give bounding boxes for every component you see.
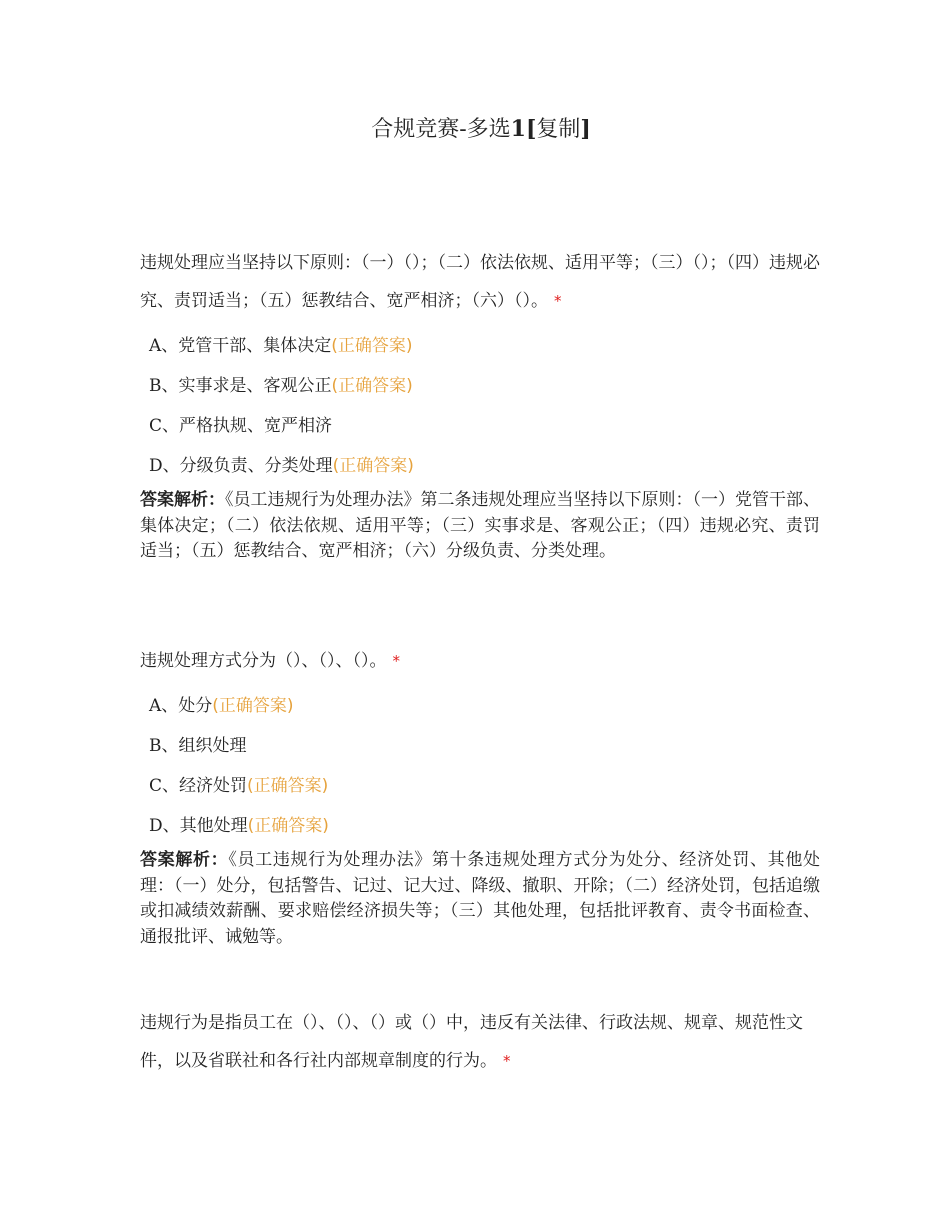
required-star: * bbox=[503, 1052, 511, 1070]
analysis-label: 答案解析： bbox=[140, 490, 225, 510]
option-letter: C、 bbox=[149, 776, 180, 796]
option-b[interactable] bbox=[140, 726, 820, 766]
question-text-content: 违规行为是指员工在（）、（）、（）或（）中，违反有关法律、行政法规、规章、规范性文件，以及省联社和各行社内部规章制度的行为。 bbox=[140, 1013, 803, 1071]
required-star: * bbox=[392, 652, 400, 670]
question-text bbox=[140, 642, 820, 680]
option-letter: A、 bbox=[149, 696, 179, 716]
option-a[interactable] bbox=[140, 686, 820, 726]
option-d[interactable] bbox=[140, 446, 820, 486]
option-letter: A、 bbox=[149, 336, 179, 356]
correct-answer-tag: (正确答案) bbox=[247, 776, 329, 796]
required-star: * bbox=[554, 292, 562, 310]
correct-answer-tag: (正确答案) bbox=[332, 456, 414, 476]
option-text: 严格执规、宽严相济 bbox=[179, 416, 333, 436]
option-letter: B、 bbox=[149, 736, 179, 756]
option-letter: C、 bbox=[149, 416, 180, 436]
question-1 bbox=[140, 244, 820, 565]
option-text: 分级负责、分类处理 bbox=[179, 456, 333, 476]
question-3 bbox=[140, 1004, 820, 1080]
option-text: 其他处理 bbox=[179, 816, 248, 836]
option-text: 处分 bbox=[178, 696, 213, 716]
option-c[interactable] bbox=[140, 766, 820, 806]
option-letter: D、 bbox=[149, 456, 180, 476]
option-text: 党管干部、集体决定 bbox=[178, 336, 332, 356]
option-letter: B、 bbox=[149, 376, 179, 396]
correct-answer-tag: (正确答案) bbox=[331, 376, 413, 396]
question-2 bbox=[140, 642, 820, 950]
title-number: 1[ bbox=[510, 116, 537, 142]
title-prefix: 合规竞赛-多选 bbox=[371, 117, 511, 142]
option-d[interactable] bbox=[140, 806, 820, 846]
correct-answer-tag: (正确答案) bbox=[331, 336, 413, 356]
title-copy-label: 复制 bbox=[536, 117, 581, 142]
analysis-text: 《员工违规行为处理办法》第二条违规处理应当坚持以下原则：（一）党管干部、集体决定；（二）依法依规、适用平等；（三）实事求是、客观公正；（四）违规必究、责罚适当；（五）惩教结合、宽严相济；（六）分级负责、分类处理。 bbox=[140, 490, 820, 561]
option-list bbox=[140, 686, 820, 846]
page-title bbox=[0, 112, 950, 143]
option-a[interactable] bbox=[140, 326, 820, 366]
option-text: 组织处理 bbox=[178, 736, 247, 756]
question-text-content: 违规处理应当坚持以下原则：（一）（）；（二）依法依规、适用平等；（三）（）；（四）违规必究、责罚适当；（五）惩教结合、宽严相济；（六）（）。 bbox=[140, 253, 820, 311]
option-text: 实事求是、客观公正 bbox=[178, 376, 332, 396]
question-text bbox=[140, 244, 820, 320]
option-letter: D、 bbox=[149, 816, 180, 836]
analysis-label: 答案解析： bbox=[140, 850, 229, 870]
option-list bbox=[140, 326, 820, 486]
correct-answer-tag: (正确答案) bbox=[212, 696, 294, 716]
answer-analysis bbox=[140, 848, 820, 950]
analysis-text: 《员工违规行为处理办法》第十条违规处理方式分为处分、经济处罚、其他处理：（一）处分，包括警告、记过、记大过、降级、撤职、开除；（二）经济处罚，包括追缴或扣减绩效薪酬、要求赔偿经济损失等；（三）其他处理，包括批评教育、责令书面检查、通报批评、诫勉等。 bbox=[140, 850, 821, 947]
answer-analysis bbox=[140, 488, 820, 565]
question-text bbox=[140, 1004, 820, 1080]
correct-answer-tag: (正确答案) bbox=[247, 816, 329, 836]
title-suffix: ] bbox=[580, 116, 591, 142]
question-text-content: 违规处理方式分为（）、（）、（）。 bbox=[140, 651, 387, 671]
option-b[interactable] bbox=[140, 366, 820, 406]
option-c[interactable] bbox=[140, 406, 820, 446]
option-text: 经济处罚 bbox=[179, 776, 248, 796]
